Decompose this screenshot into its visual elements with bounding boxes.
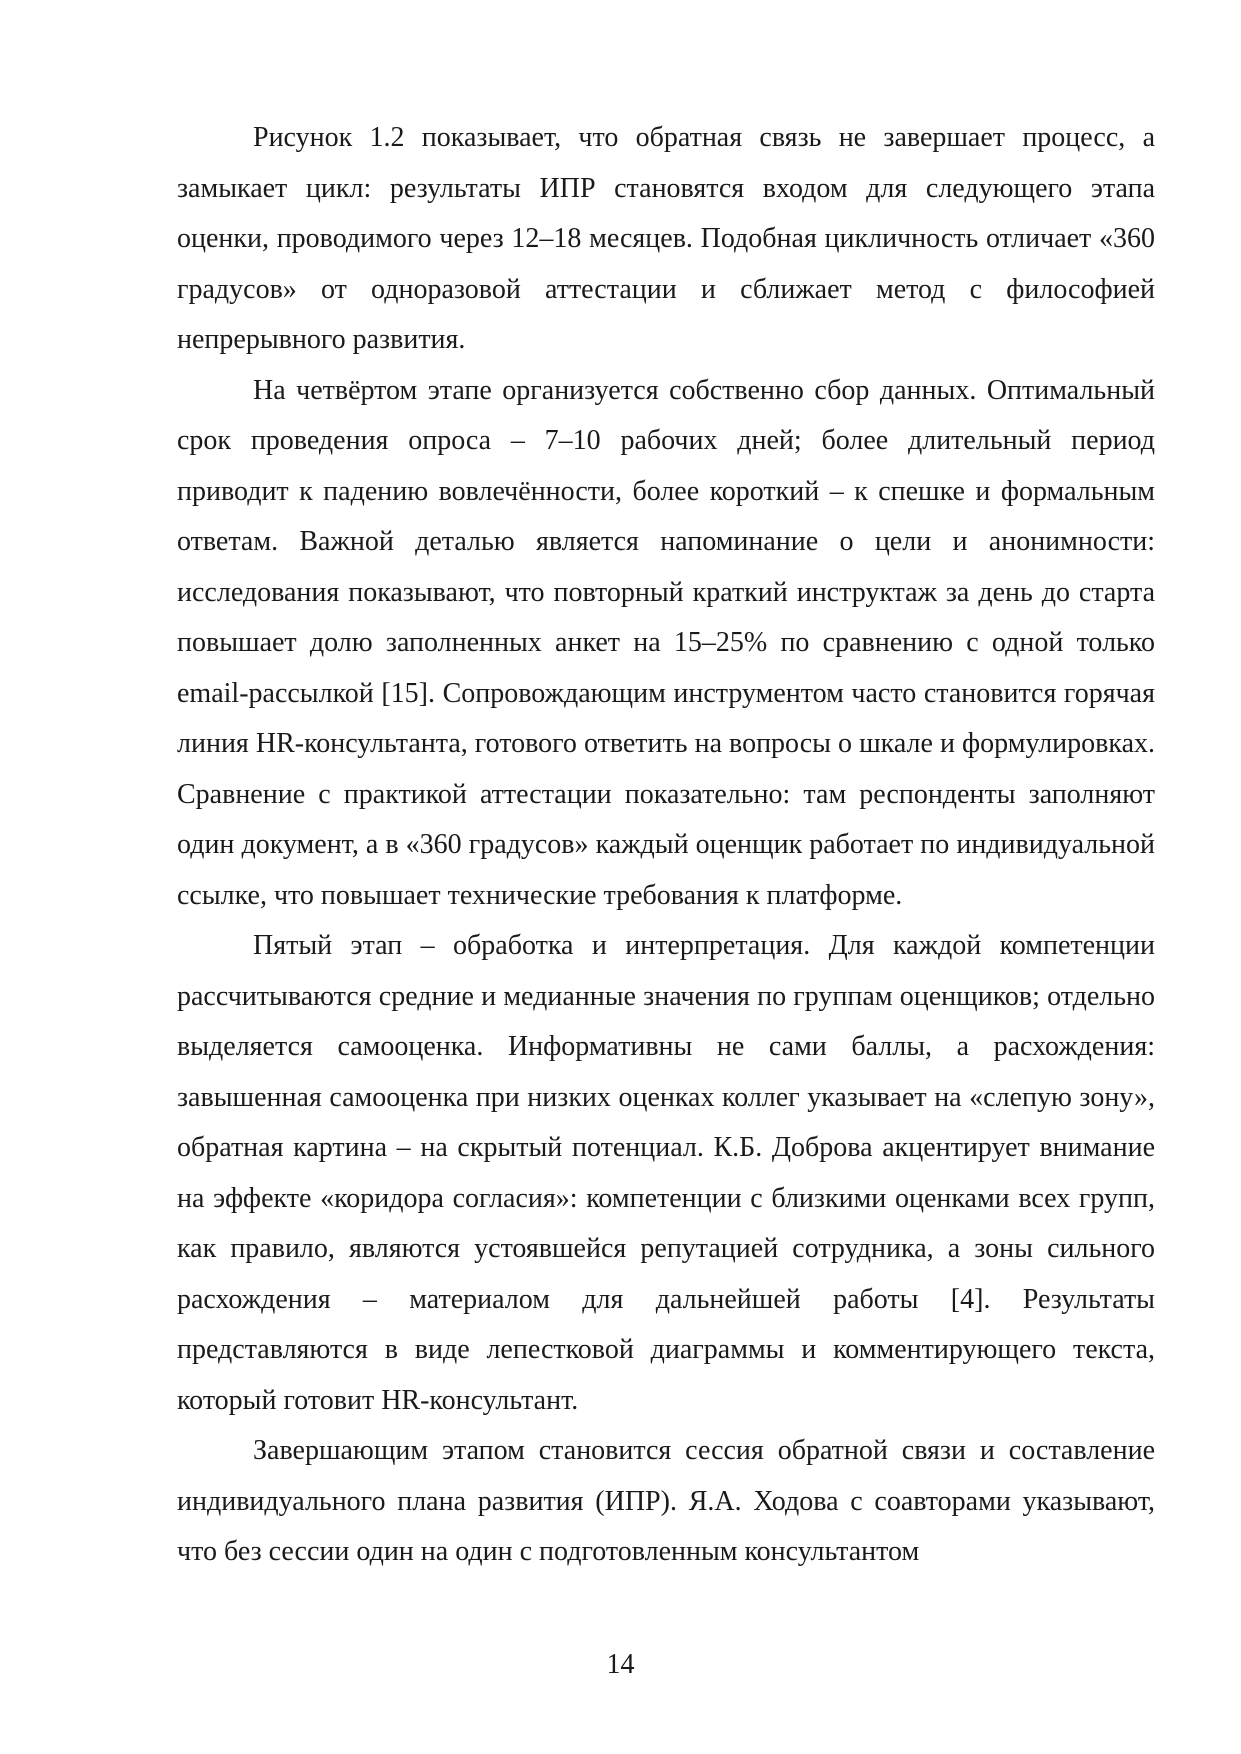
paragraph-3: Пятый этап – обработка и интерпретация. Для каждой компетенции рассчитываются средние и медианные значения по группам оценщиков; отдельно выделяется самооценка. Информативны не сами баллы, а расхождения: завышенная самооценка при низких оценках коллег указывает на «слепую зону», обратная картина – на скрытый потенциал. К.Б. Доброва акцентирует внимание на эффекте «коридора согласия»: компетенции с близкими оценками всех групп, как правило, являются устоявшейся репутацией сотрудника, а зоны сильного расхождения – материалом для дальнейшей работы [4]. Результаты представляются в виде лепестковой диаграммы и комментирующего текста, который готовит HR-консультант.	[177, 930, 1155, 1416]
page-number: 14	[606, 1649, 635, 1680]
page-body	[177, 113, 1155, 1578]
paragraph-1: Рисунок 1.2 показывает, что обратная связь не завершает процесс, а замыкает цикл: результаты ИПР становятся входом для следующего этапа оценки, проводимого через 12–18 месяцев. Подобная цикличность отличает «360 градусов» от одноразовой аттестации и сближает метод с философией непрерывного развития.	[177, 122, 1155, 355]
paragraph-4: Завершающим этапом становится сессия обратной связи и составление индивидуального плана развития (ИПР). Я.А. Ходова с соавторами указывают, что без сессии один на один с подготовленным консультантом	[177, 1435, 1155, 1567]
paragraph-2: На четвёртом этапе организуется собственно сбор данных. Оптимальный срок проведения опроса – 7–10 рабочих дней; более длительный период приводит к падению вовлечённости, более короткий – к спешке и формальным ответам. Важной деталью является напоминание о цели и анонимности: исследования показывают, что повторный краткий инструктаж за день до старта повышает долю заполненных анкет на 15–25% по сравнению с одной только email-рассылкой [15]. Сопровождающим инструментом часто становится горячая линия HR-консультанта, готового ответить на вопросы о шкале и формулировках. Сравнение с практикой аттестации показательно: там респонденты заполняют один документ, а в «360 градусов» каждый оценщик работает по индивидуальной ссылке, что повышает технические требования к платформе.	[177, 374, 1155, 911]
